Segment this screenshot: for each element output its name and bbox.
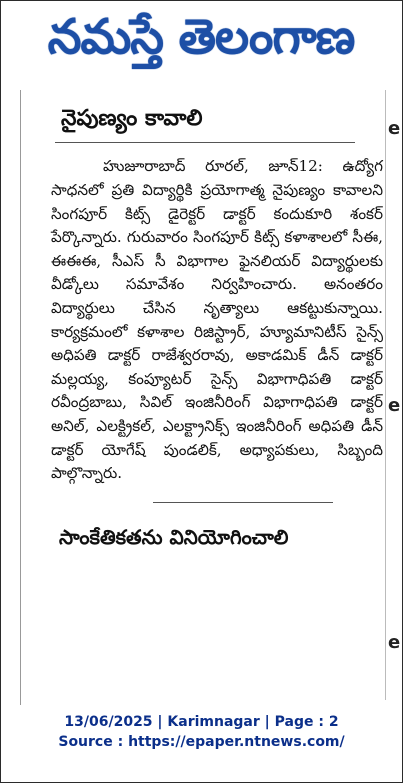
- article-body: [51, 155, 383, 485]
- footer-date-edition: 13/06/2025 | Karimnagar | Page : 2: [64, 714, 339, 730]
- article: [33, 90, 385, 549]
- news-clipping: [20, 90, 395, 705]
- newspaper-title: నమస్తే తెలంగాణ: [47, 9, 355, 65]
- column-divider: [385, 90, 386, 700]
- adjacent-column-fragment: e: [388, 632, 401, 653]
- article-headline: నైపుణ్యం కావాలి: [61, 106, 203, 131]
- masthead: [6, 4, 396, 70]
- footer-source-link[interactable]: Source : https://epaper.ntnews.com/: [58, 734, 345, 750]
- adjacent-column-fragment: e: [388, 395, 401, 416]
- next-article-headline: సాంకేతికతను వినియోగించాలి: [59, 524, 289, 549]
- source-footer: [0, 712, 403, 752]
- article-end-rule: [153, 502, 333, 503]
- adjacent-column-fragment: e: [388, 118, 401, 139]
- headline-rule: [55, 142, 355, 143]
- article-body-text: హుజూరాబాద్ రూరల్, జూన్12: ఉద్యోగ సాధనలో ప్రతి విద్యార్థికి ప్రయోగాత్మ నైపుణ్యం కావాలని సింగపూర్ కిట్స్ డైరెక్టర్ డాక్టర్ కందుకూరి శంకర్ పేర్కొన్నారు. గురువారం సింగపూర్ కిట్స్ కళాశాలలో సీఈ, ఈఈఈ, సీఎస్ సీ విభాగాల ఫైనలియర్ విద్యార్థులకు వీడ్కోలు సమావేశం నిర్వహించారు. అనంతరం విద్యార్థులు చేసిన నృత్యాలు ఆకట్టుకున్నాయి. కార్యక్రమంలో కళాశాల రిజిస్ట్రార్, హ్యూమానిటీస్ సైన్స్ అధిపతి డాక్టర్ రాజేశ్వరరావు, అకాడమిక్ డీన్ డాక్టర్ మల్లయ్య, కంప్యూటర్ సైన్స్ విభాగాధిపతి డాక్టర్ రవీంద్రబాబు, సివిల్ ఇంజినీరింగ్ విభాగాధిపతి డాక్టర్ అనిల్, ఎలక్ట్రికల్, ఎలక్ట్రానిక్స్ ఇంజినీరింగ్ అధిపతి డీన్ డాక్టర్ యోగేష్ పుండలిక్, అధ్యాపకులు, సిబ్బంది పాల్గొన్నారు.: [51, 157, 383, 483]
